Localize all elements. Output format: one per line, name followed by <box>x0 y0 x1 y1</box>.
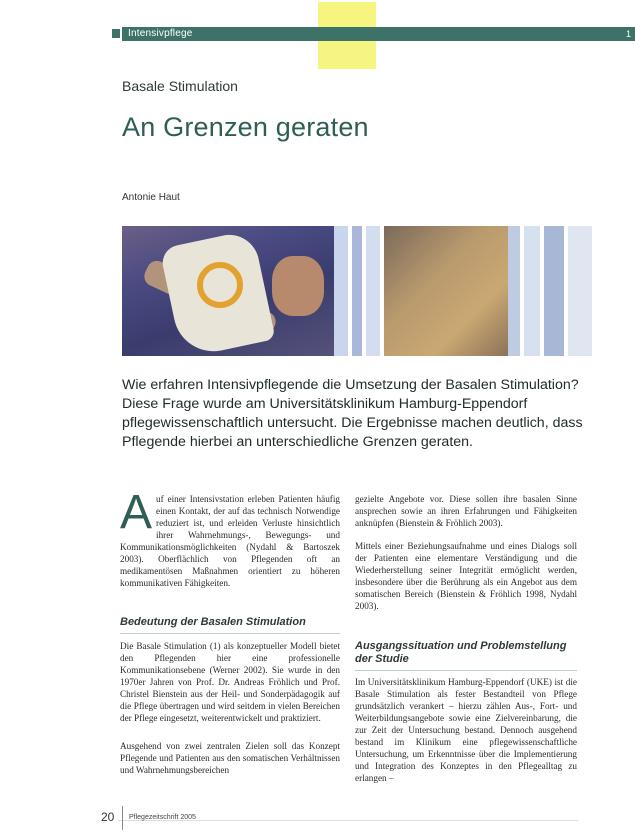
journal-name: Pflegezeitschrift 2005 <box>129 814 196 821</box>
right-paragraph-2: Mittels einer Beziehungsaufnahme und eines Dialogs soll der Patienten eine elementare Verständigung und die Wiederherstellung seiner Integrität ermöglicht werden, insbesondere über die Berührung als ein Angebot aus dem somatischen Bereich (Bienstein & Fröhlich 1998, Nydahl 2003). <box>355 541 577 611</box>
intro-text: uf einer Intensivstation erleben Patienten häufig einen Kontakt, der auf das technisch Notwendige reduziert ist, und erleiden Verluste hinsichtlich ihrer Wahrnehmungs-, Bewegungs- und Kommunikationsmöglichkeiten (Nydahl & Bartoszek 2003). Oberflächlich von Pflegenden oft an medikamentösen Maßnahmen orientiert zu höheren kommunikativen Fähigkeiten. <box>120 494 340 588</box>
article-author: Antonie Haut <box>122 192 180 203</box>
section1-paragraph-2: Ausgehend von zwei zentralen Zielen soll das Konzept Pflegende und Patienten aus den somatischen Verhältnissen und Wahrnehmungsbereichen <box>120 741 340 775</box>
section2-paragraph-1: Im Universitätsklinikum Hamburg-Eppendorf (UKE) ist die Basale Stimulation als fester Bestandteil von Pflege grundsätzlich verankert – hierzu zählen Aus-, Fort- und Weiterbildungsangebote sowie eine Zielvereinbarung, die zur Zeit der Untersuchung bestand. Dennoch ausgehend bestand im Klinikum eine pflegewissenschaftliche Untersuchung, um Erkenntnisse über die Implementierung und Integration des Konzeptes in den Pflegealltag zu erlangen – <box>355 677 577 783</box>
page-number: 20 <box>101 810 115 824</box>
photo-divider-stripe <box>544 226 564 356</box>
photo-strip <box>122 226 592 356</box>
photo-divider-stripe <box>352 226 362 356</box>
photo-divider-stripe <box>366 226 380 356</box>
photo-divider-stripe <box>568 226 592 356</box>
section1-paragraph-1: Die Basale Stimulation (1) als konzeptueller Modell bietet den Pflegenden hier eine professionelle Kommunikationsebene (Werner 2002). Sie wurde in den 1970er Jahren von Prof. Dr. Andreas Fröhlich und Prof. Christel Bienstein aus der Heil- und Sonderpädagogik auf die Pflege übertragen und wird seitdem in vielen Bereichen der Pflege eingesetzt, weiterentwickelt und praktiziert. <box>120 641 340 723</box>
section-header-bar <box>122 27 635 41</box>
heading-significance: Bedeutung der Basalen Stimulation <box>120 616 306 628</box>
header-page-marker: 1 <box>625 29 631 39</box>
photo-head <box>272 256 324 316</box>
photo-divider-stripe <box>334 226 348 356</box>
photo-divider-stripe <box>508 226 520 356</box>
right-paragraph-1: gezielte Angebote vor. Diese sollen ihre basalen Sinne ansprechen sowie an ihren Erfahrungen und Fähigkeiten anknüpfen (Bienstein & Fröhlich 2003). <box>355 494 577 528</box>
page-number-separator <box>122 806 123 830</box>
article-title: An Grenzen geraten <box>122 112 369 142</box>
heading-initial-situation: Ausgangssituation und Problemstellung der Studie <box>355 640 567 665</box>
photo-patient-care <box>122 226 334 356</box>
section-label: Intensivpflege <box>128 28 193 39</box>
heading-rule <box>355 670 577 671</box>
photo-divider-stripe <box>524 226 540 356</box>
heading-rule <box>120 633 340 634</box>
header-square <box>112 29 120 38</box>
article-lead: Wie erfahren Intensivpflegende die Umsetzung der Basalen Stimulation? Diese Frage wurde am Universitätsklinikum Hamburg-Eppendorf pflegewissenschaftlich untersucht. Die Ergebnisse machen deutlich, dass Pflegende hierbei an unterschiedliche Grenzen geraten. <box>122 377 583 450</box>
drop-cap: A <box>120 486 153 539</box>
intro-paragraph <box>120 486 340 589</box>
photo-hands-touch <box>384 226 508 356</box>
photo-sun-print <box>197 262 243 308</box>
article-kicker: Basale Stimulation <box>122 78 238 94</box>
